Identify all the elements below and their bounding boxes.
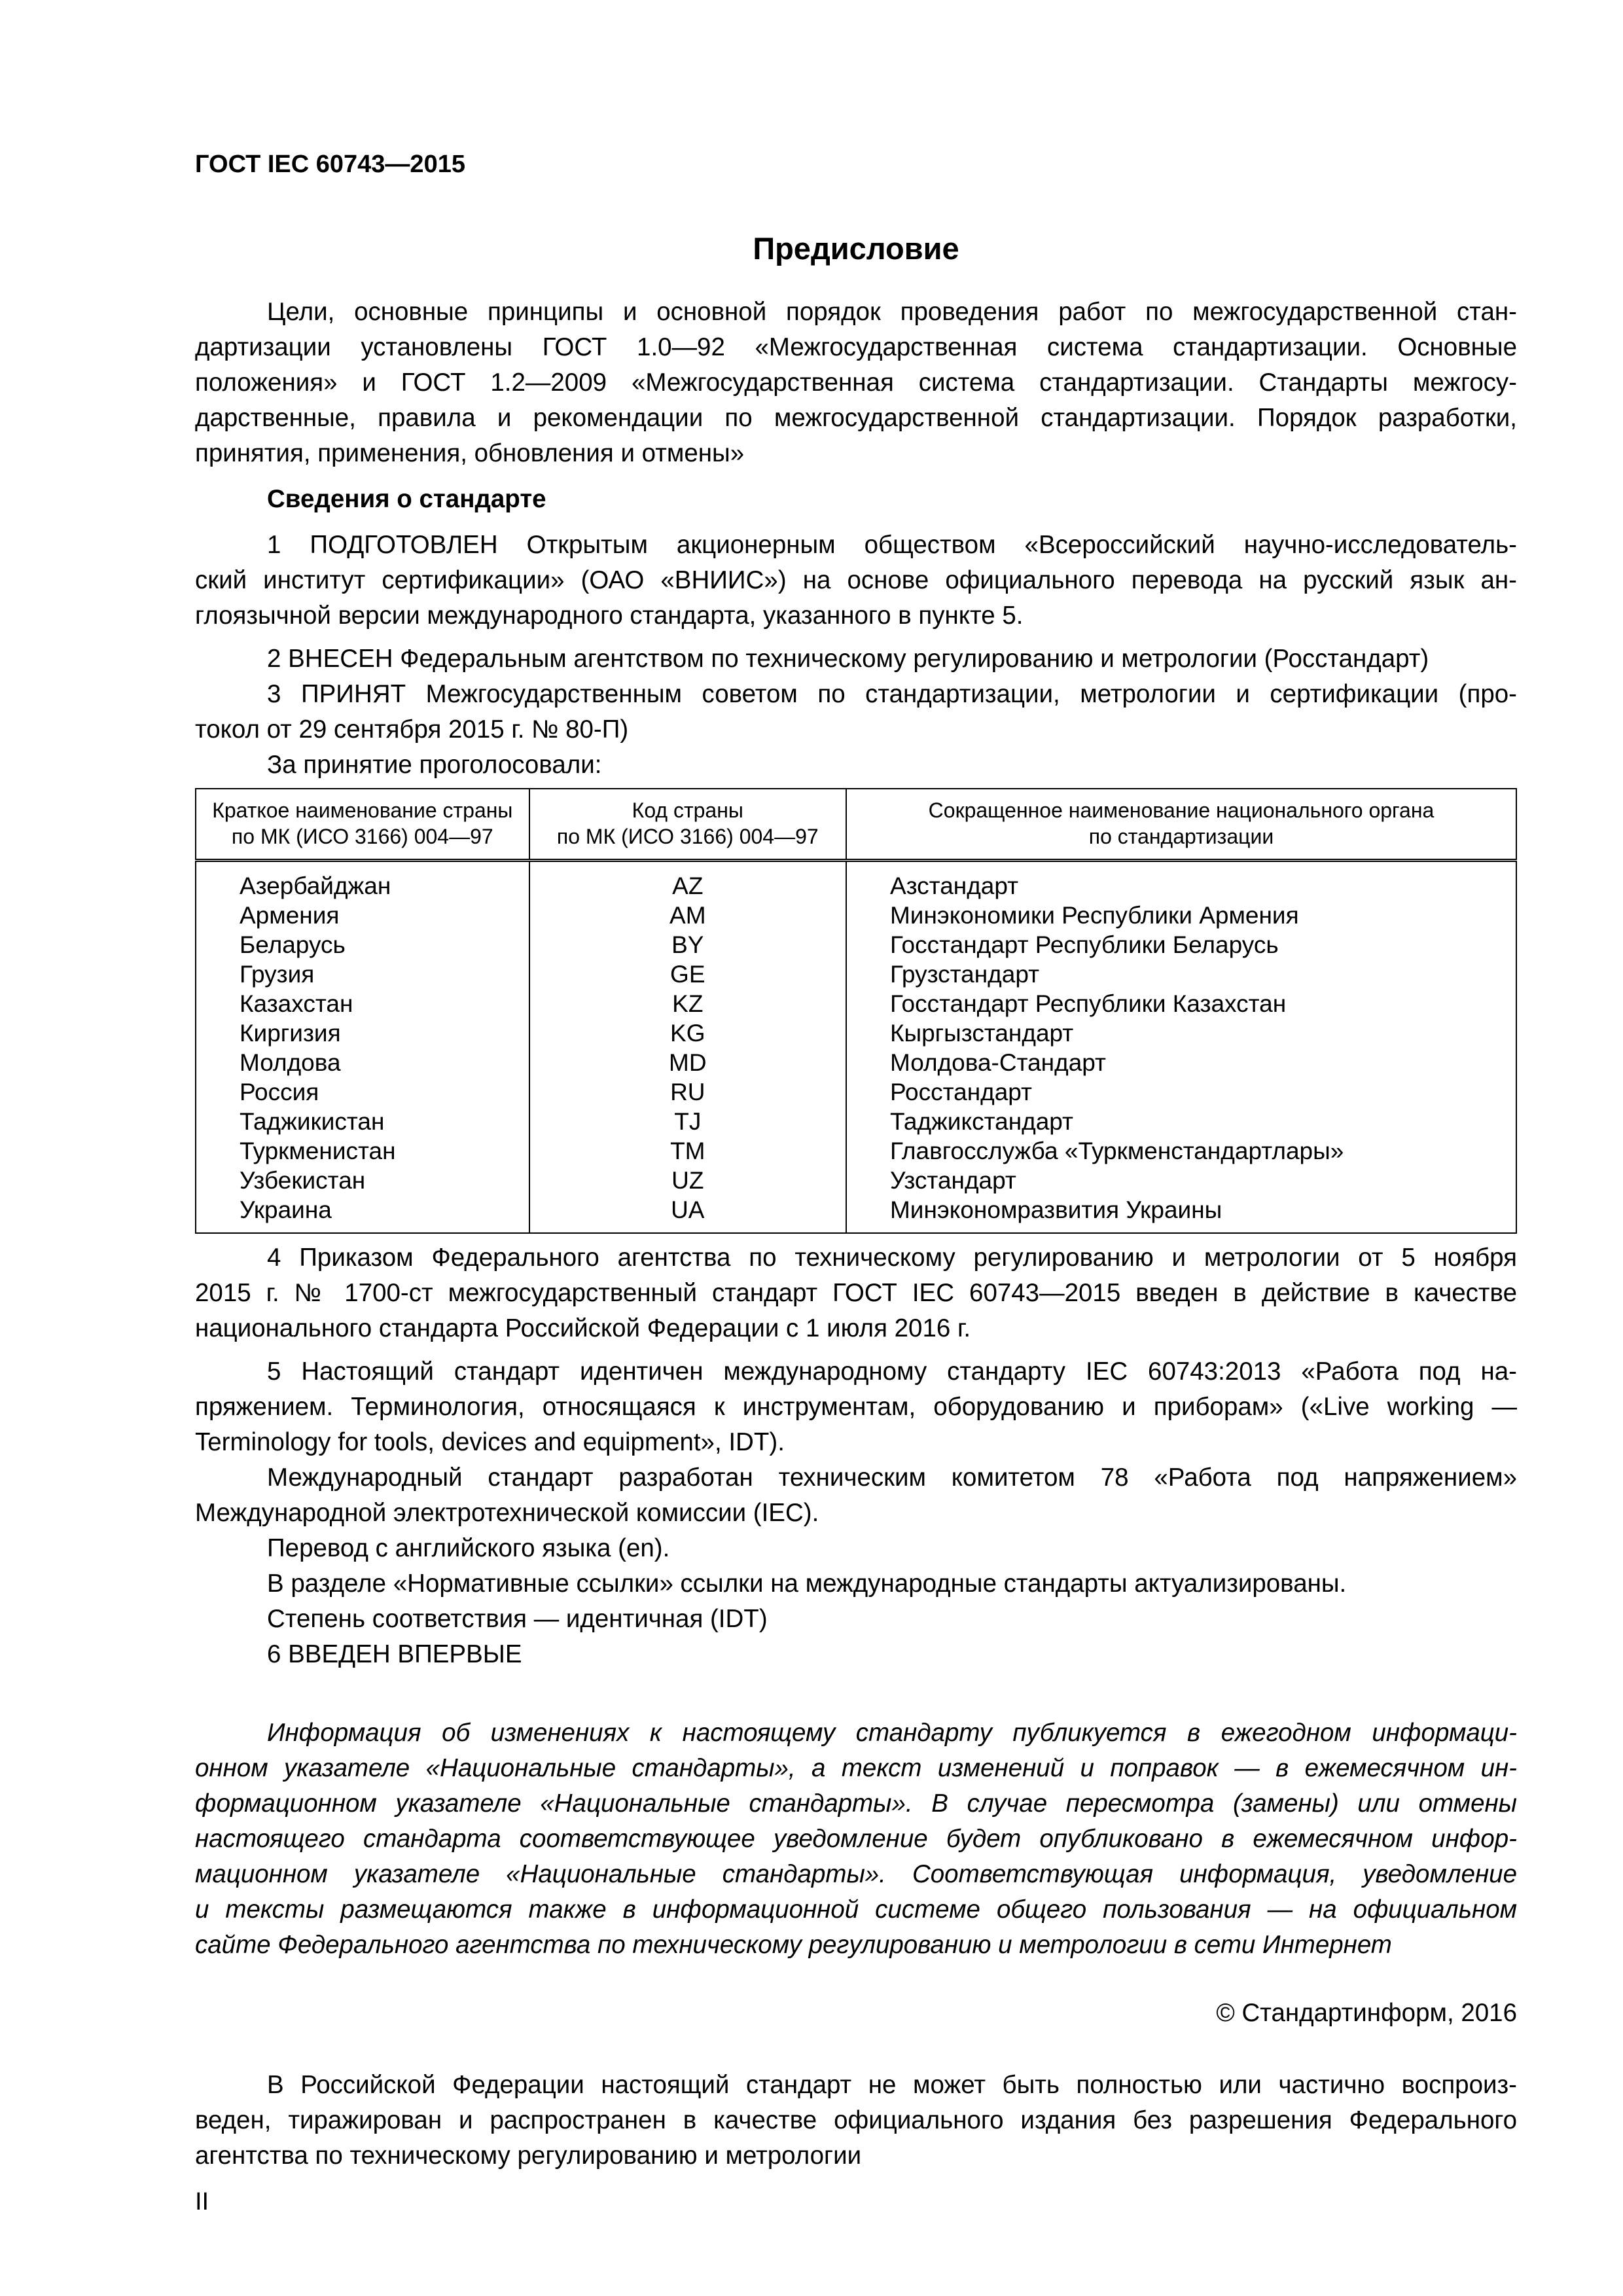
- item-4-line: национального стандарта Российской Федерации с 1 июля 2016 г.: [195, 1314, 971, 1342]
- changes-info: [195, 1715, 1517, 1963]
- country-cell: Казахстан: [196, 989, 529, 1018]
- country-cell: Россия: [196, 1077, 529, 1107]
- table-row: [196, 960, 1516, 989]
- item-1: [195, 528, 1517, 634]
- body-cell: Узстандарт: [846, 1166, 1516, 1195]
- copyright-notice: © Стандартинформ, 2016: [1216, 1999, 1517, 2027]
- rights-line: В Российской Федерации настоящий стандарт не может быть полностью или частично воспроиз-: [267, 2071, 1517, 2099]
- rights-line: веден, тиражирован и распространен в качестве официального издания без разрешения Федерального: [195, 2106, 1517, 2134]
- column-header-code: Код страны по МК (ИСО 3166) 004—97: [529, 789, 846, 861]
- intro-line: дарственные, правила и рекомендации по межгосударственной стандартизации. Порядок разработки,: [195, 404, 1517, 432]
- item-5-line: пряжением. Терминология, относящаяся к инструментам, оборудованию и приборам» («Live working —: [195, 1393, 1517, 1421]
- code-cell: KZ: [529, 989, 846, 1018]
- country-cell: Узбекистан: [196, 1166, 529, 1195]
- rights-notice: [195, 2068, 1517, 2174]
- body-cell: Азстандарт: [846, 861, 1516, 901]
- item-4: [195, 1240, 1517, 1346]
- item-5-committee: [195, 1460, 1517, 1531]
- intro-line: принятия, применения, обновления и отмены»: [195, 439, 745, 467]
- item-2: 2 ВНЕСЕН Федеральным агентством по техническому регулированию и метрологии (Росстандарт): [267, 645, 1429, 673]
- item-5-committee-line: Международной электротехнической комиссии (IEC).: [195, 1499, 819, 1527]
- table-row: [196, 901, 1516, 930]
- country-cell: Грузия: [196, 960, 529, 989]
- changes-info-line: Информация об изменениях к настоящему стандарту публикуется в ежегодном информаци-: [267, 1719, 1517, 1747]
- table-row: [196, 1048, 1516, 1077]
- column-header-country: Краткое наименование страны по МК (ИСО 3166) 004—97: [196, 789, 529, 861]
- document-code: ГОСТ IEC 60743—2015: [195, 151, 465, 178]
- changes-info-line: формационном указателе «Национальные стандарты». В случае пересмотра (замены) или отмены: [195, 1789, 1517, 1818]
- country-cell: Украина: [196, 1195, 529, 1233]
- country-cell: Молдова: [196, 1048, 529, 1077]
- country-cell: Беларусь: [196, 930, 529, 960]
- item-1-line: ский институт сертификации» (ОАО «ВНИИС») на основе официального перевода на русский язык ан-: [195, 566, 1517, 594]
- page-number: II: [195, 2188, 209, 2215]
- table-row: [196, 1166, 1516, 1195]
- item-3-line: 3 ПРИНЯТ Межгосударственным советом по стандартизации, метрологии и сертификации (про-: [267, 680, 1517, 708]
- body-cell: Госстандарт Республики Беларусь: [846, 930, 1516, 960]
- table-row: [196, 1018, 1516, 1048]
- item-3: [195, 677, 1517, 747]
- country-cell: Армения: [196, 901, 529, 930]
- changes-info-line: настоящего стандарта соответствующее уведомление будет опубликовано в ежемесячном инфор-: [195, 1825, 1517, 1853]
- column-header-body: Сокращенное наименование национального органа по стандартизации: [846, 789, 1516, 861]
- table-row: [196, 1107, 1516, 1136]
- item-4-line: 4 Приказом Федерального агентства по техническому регулированию и метрологии от 5 ноября: [267, 1244, 1517, 1272]
- section-title: Сведения о стандарте: [267, 485, 546, 513]
- table-header-row: [196, 789, 1516, 861]
- item-3-line: токол от 29 сентября 2015 г. № 80-П): [195, 715, 629, 744]
- code-cell: KG: [529, 1018, 846, 1048]
- document-page: [195, 147, 1517, 2219]
- table-row: [196, 861, 1516, 901]
- code-cell: GE: [529, 960, 846, 989]
- code-cell: TM: [529, 1136, 846, 1166]
- code-cell: MD: [529, 1048, 846, 1077]
- vote-intro: За принятие проголосовали:: [267, 751, 602, 779]
- body-cell: Росстандарт: [846, 1077, 1516, 1107]
- body-cell: Грузстандарт: [846, 960, 1516, 989]
- member-states-table: [195, 788, 1517, 1234]
- item-5-translation: Перевод с английского языка (en).: [267, 1534, 670, 1562]
- item-1-line: глоязычной версии международного стандарта, указанного в пункте 5.: [195, 601, 1024, 630]
- item-5-references: В разделе «Нормативные ссылки» ссылки на международные стандарты актуализированы.: [267, 1570, 1347, 1598]
- table-row: [196, 1195, 1516, 1233]
- body-cell: Минэкономики Республики Армения: [846, 901, 1516, 930]
- item-4-line: 2015 г. № 1700-ст межгосударственный стандарт ГОСТ IEC 60743—2015 введен в действие в качестве: [195, 1279, 1517, 1307]
- body-cell: Молдова-Стандарт: [846, 1048, 1516, 1077]
- item-1-line: 1 ПОДГОТОВЛЕН Открытым акционерным обществом «Всероссийский научно-исследователь-: [267, 531, 1517, 559]
- intro-paragraph: [195, 295, 1517, 471]
- item-5-line: 5 Настоящий стандарт идентичен международному стандарту IEC 60743:2013 «Работа под на-: [267, 1357, 1517, 1386]
- page-title: Предисловие: [753, 231, 959, 266]
- changes-info-line: сайте Федерального агентства по техническому регулированию и метрологии в сети Интернет: [195, 1931, 1392, 1959]
- intro-line: положения» и ГОСТ 1.2—2009 «Межгосударственная система стандартизации. Стандарты межгосу-: [195, 368, 1517, 397]
- body-cell: Минэкономразвития Украины: [846, 1195, 1516, 1233]
- table-row: [196, 1136, 1516, 1166]
- code-cell: UA: [529, 1195, 846, 1233]
- code-cell: AM: [529, 901, 846, 930]
- body-cell: Главгосслужба «Туркменстандартлары»: [846, 1136, 1516, 1166]
- body-cell: Госстандарт Республики Казахстан: [846, 989, 1516, 1018]
- body-cell: Кыргызстандарт: [846, 1018, 1516, 1048]
- code-cell: BY: [529, 930, 846, 960]
- changes-info-line: онном указателе «Национальные стандарты», а текст изменений и поправок — в ежемесячном ин-: [195, 1754, 1517, 1782]
- country-cell: Таджикистан: [196, 1107, 529, 1136]
- intro-line: Цели, основные принципы и основной порядок проведения работ по межгосударственной стан-: [267, 298, 1517, 326]
- code-cell: TJ: [529, 1107, 846, 1136]
- item-5-committee-line: Международный стандарт разработан техническим комитетом 78 «Работа под напряжением»: [267, 1463, 1517, 1492]
- table-row: [196, 930, 1516, 960]
- country-cell: Азербайджан: [196, 861, 529, 901]
- changes-info-line: мационном указателе «Национальные стандарты». Соответствующая информация, уведомление: [195, 1860, 1517, 1888]
- table-row: [196, 989, 1516, 1018]
- changes-info-line: и тексты размещаются также в информационной системе общего пользования — на официальном: [195, 1895, 1517, 1924]
- item-6: 6 ВВЕДЕН ВПЕРВЫЕ: [267, 1640, 522, 1668]
- country-cell: Киргизия: [196, 1018, 529, 1048]
- country-cell: Туркменистан: [196, 1136, 529, 1166]
- intro-line: дартизации установлены ГОСТ 1.0—92 «Межгосударственная система стандартизации. Основные: [195, 333, 1517, 361]
- code-cell: UZ: [529, 1166, 846, 1195]
- item-5: [195, 1354, 1517, 1460]
- code-cell: RU: [529, 1077, 846, 1107]
- code-cell: AZ: [529, 861, 846, 901]
- item-5-degree: Степень соответствия — идентичная (IDT): [267, 1605, 768, 1633]
- item-5-line: Terminology for tools, devices and equipment», IDT).: [195, 1428, 785, 1456]
- table-row: [196, 1077, 1516, 1107]
- body-cell: Таджикстандарт: [846, 1107, 1516, 1136]
- rights-line: агентства по техническому регулированию и метрологии: [195, 2142, 862, 2170]
